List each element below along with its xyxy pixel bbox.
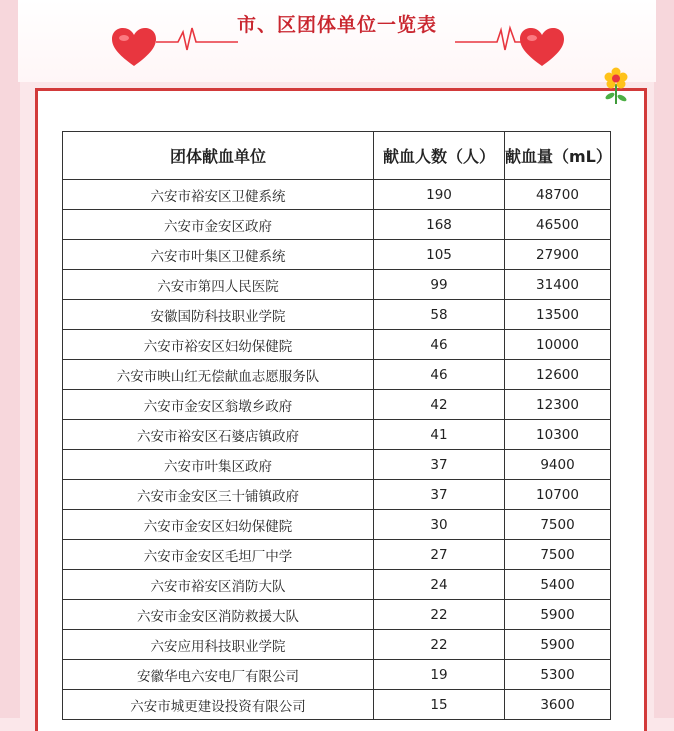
table-row [63, 180, 611, 210]
blood-volume: 9400 [505, 450, 611, 480]
right-side-strip [654, 0, 674, 718]
table-row [63, 240, 611, 270]
donor-count: 24 [374, 570, 505, 600]
unit-name: 六安市裕安区石婆店镇政府 [63, 420, 374, 450]
table-row [63, 540, 611, 570]
blood-volume: 5400 [505, 570, 611, 600]
table-row [63, 270, 611, 300]
heart-icon [518, 26, 566, 68]
flower-icon [601, 66, 631, 106]
donor-count: 99 [374, 270, 505, 300]
blood-volume: 5900 [505, 630, 611, 660]
table-row [63, 480, 611, 510]
unit-name: 六安市城更建设投资有限公司 [63, 690, 374, 720]
group-donation-table [62, 131, 611, 720]
donor-count: 46 [374, 360, 505, 390]
blood-volume: 10300 [505, 420, 611, 450]
blood-volume: 10000 [505, 330, 611, 360]
unit-name: 六安市裕安区妇幼保健院 [63, 330, 374, 360]
donor-count: 37 [374, 480, 505, 510]
blood-volume: 7500 [505, 510, 611, 540]
blood-volume: 12300 [505, 390, 611, 420]
blood-volume: 48700 [505, 180, 611, 210]
table-row [63, 690, 611, 720]
donor-count: 37 [374, 450, 505, 480]
unit-name: 安徽国防科技职业学院 [63, 300, 374, 330]
header-donors: 献血人数（人） [374, 132, 505, 180]
left-side-strip [0, 0, 20, 718]
unit-name: 六安市金安区毛坦厂中学 [63, 540, 374, 570]
unit-name: 六安市金安区翁墩乡政府 [63, 390, 374, 420]
donor-count: 42 [374, 390, 505, 420]
heartbeat-line-left [156, 24, 238, 54]
unit-name: 六安市第四人民医院 [63, 270, 374, 300]
unit-name: 六安市叶集区卫健系统 [63, 240, 374, 270]
page-title: 市、区团体单位一览表 [236, 14, 437, 36]
table-row [63, 210, 611, 240]
donor-count: 58 [374, 300, 505, 330]
donor-count: 168 [374, 210, 505, 240]
blood-volume: 46500 [505, 210, 611, 240]
title-banner [18, 0, 656, 82]
blood-volume: 5300 [505, 660, 611, 690]
unit-name: 六安市金安区消防救援大队 [63, 600, 374, 630]
unit-name: 六安市金安区政府 [63, 210, 374, 240]
table-row [63, 450, 611, 480]
table-row [63, 360, 611, 390]
donor-count: 46 [374, 330, 505, 360]
donor-count: 22 [374, 630, 505, 660]
unit-name: 六安市裕安区消防大队 [63, 570, 374, 600]
blood-volume: 12600 [505, 360, 611, 390]
table-row [63, 630, 611, 660]
blood-volume: 10700 [505, 480, 611, 510]
table-row [63, 330, 611, 360]
unit-name: 六安应用科技职业学院 [63, 630, 374, 660]
unit-name: 六安市金安区妇幼保健院 [63, 510, 374, 540]
donor-count: 41 [374, 420, 505, 450]
unit-name: 六安市裕安区卫健系统 [63, 180, 374, 210]
donor-count: 27 [374, 540, 505, 570]
header-unit: 团体献血单位 [63, 132, 374, 180]
donor-count: 22 [374, 600, 505, 630]
blood-volume: 27900 [505, 240, 611, 270]
donor-count: 15 [374, 690, 505, 720]
donor-count: 105 [374, 240, 505, 270]
unit-name: 六安市金安区三十铺镇政府 [63, 480, 374, 510]
blood-volume: 5900 [505, 600, 611, 630]
blood-volume: 13500 [505, 300, 611, 330]
heart-icon [110, 26, 158, 68]
donor-count: 19 [374, 660, 505, 690]
table-header-row [63, 132, 611, 180]
table-row [63, 420, 611, 450]
table-row [63, 300, 611, 330]
table-row [63, 570, 611, 600]
unit-name: 六安市映山红无偿献血志愿服务队 [63, 360, 374, 390]
unit-name: 六安市叶集区政府 [63, 450, 374, 480]
blood-volume: 31400 [505, 270, 611, 300]
table-row [63, 660, 611, 690]
table-row [63, 390, 611, 420]
donor-count: 30 [374, 510, 505, 540]
blood-volume: 3600 [505, 690, 611, 720]
table-row [63, 600, 611, 630]
table-row [63, 510, 611, 540]
header-volume: 献血量（mL） [505, 132, 611, 180]
blood-volume: 7500 [505, 540, 611, 570]
unit-name: 安徽华电六安电厂有限公司 [63, 660, 374, 690]
donor-count: 190 [374, 180, 505, 210]
